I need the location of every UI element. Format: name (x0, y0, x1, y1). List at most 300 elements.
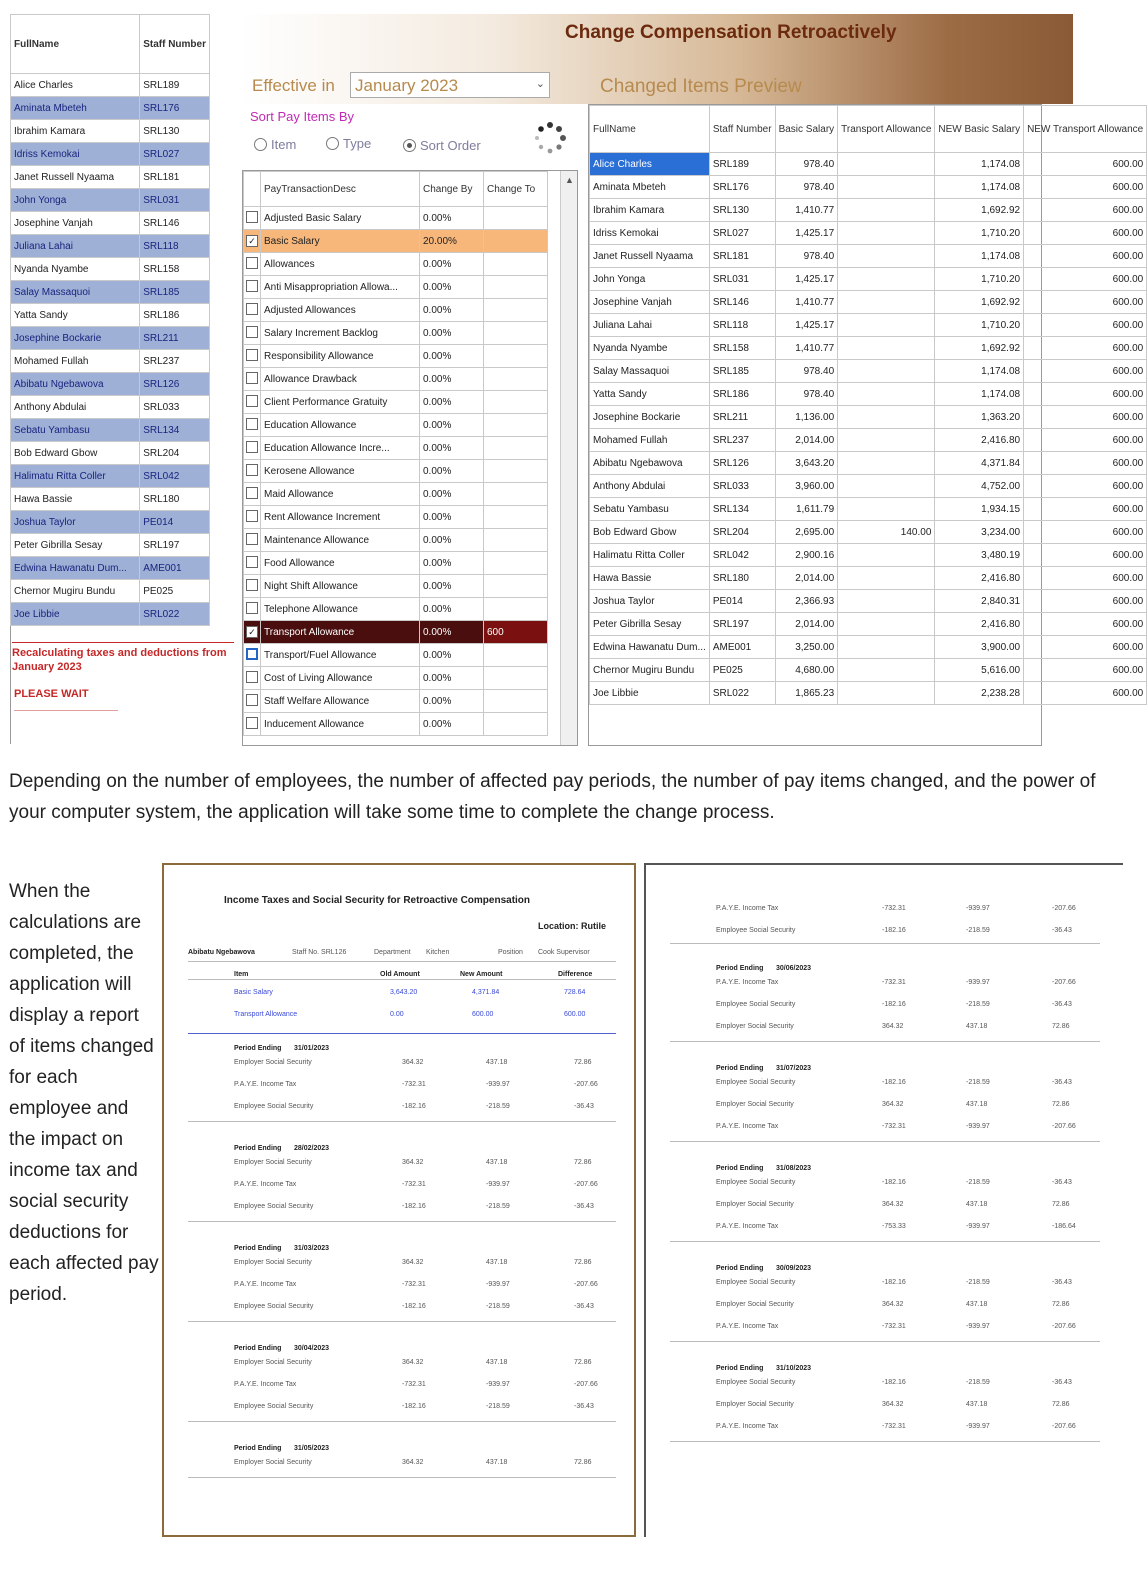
pay-item-row[interactable] (244, 598, 548, 621)
report-page-left (162, 863, 636, 1537)
pay-item-change-to[interactable] (484, 253, 548, 276)
employee-staff-number: SRL186 (140, 304, 210, 327)
checkbox-icon[interactable] (246, 211, 258, 223)
preview-grid[interactable] (588, 104, 1144, 746)
pay-item-change-by[interactable]: 0.00% (420, 437, 484, 460)
pay-item-change-to[interactable] (484, 414, 548, 437)
report-divider (188, 961, 616, 962)
preview-new-transport: 600.00 (1024, 153, 1147, 176)
preview-new-transport: 600.00 (1024, 406, 1147, 429)
pay-item-change-by[interactable]: 0.00% (420, 345, 484, 368)
preview-basic: 2,014.00 (775, 613, 838, 636)
report-item-diff: 600.00 (564, 1011, 586, 1018)
preview-transport (838, 590, 935, 613)
pay-item-change-by[interactable]: 0.00% (420, 253, 484, 276)
preview-staff: PE014 (709, 590, 775, 613)
pay-item-checkbox-cell (244, 345, 261, 368)
pay-item-checkbox-cell (244, 621, 261, 644)
preview-new-basic: 1,174.08 (935, 383, 1024, 406)
preview-new-transport: 600.00 (1024, 590, 1147, 613)
pay-item-desc: Maid Allowance (261, 483, 420, 506)
preview-row[interactable] (590, 176, 1147, 199)
preview-basic: 3,250.00 (775, 636, 838, 659)
pay-item-row[interactable] (244, 414, 548, 437)
pay-item-row[interactable] (244, 460, 548, 483)
preview-transport (838, 452, 935, 475)
pay-item-row[interactable] (244, 483, 548, 506)
employee-row[interactable] (11, 511, 210, 534)
pay-item-checkbox-cell (244, 253, 261, 276)
preview-transport (838, 498, 935, 521)
preview-new-basic: 4,752.00 (935, 475, 1024, 498)
pay-item-change-to[interactable] (484, 276, 548, 299)
pay-item-row[interactable] (244, 667, 548, 690)
pay-item-change-to[interactable] (484, 644, 548, 667)
preview-row[interactable] (590, 544, 1147, 567)
preview-basic: 3,960.00 (775, 475, 838, 498)
report-divider (188, 1321, 616, 1322)
checkbox-icon[interactable] (246, 717, 258, 729)
period-row-diff: -36.43 (574, 1303, 594, 1310)
preview-row[interactable] (590, 153, 1147, 176)
pay-item-change-to[interactable] (484, 207, 548, 230)
pay-item-change-to[interactable] (484, 529, 548, 552)
employee-name: John Yonga (11, 189, 140, 212)
preview-basic: 2,695.00 (775, 521, 838, 544)
employee-row[interactable] (11, 580, 210, 603)
preview-row[interactable] (590, 199, 1147, 222)
period-row-old: 364.32 (882, 1101, 904, 1108)
pay-item-change-by[interactable]: 0.00% (420, 460, 484, 483)
preview-new-basic: 1,710.20 (935, 314, 1024, 337)
pay-item-change-by[interactable]: 0.00% (420, 368, 484, 391)
period-row-diff: -36.43 (1052, 1179, 1072, 1186)
pay-item-change-to[interactable] (484, 713, 548, 736)
col-preview-fullname[interactable]: FullName (590, 106, 710, 153)
period-row-name: Employee Social Security (716, 1279, 796, 1286)
preview-row[interactable] (590, 337, 1147, 360)
preview-name: Josephine Bockarie (590, 406, 710, 429)
period-date: 31/01/2023 (294, 1045, 330, 1052)
pay-item-change-to[interactable] (484, 345, 548, 368)
preview-row[interactable] (590, 590, 1147, 613)
report-divider (188, 1221, 616, 1222)
pay-item-change-to[interactable] (484, 322, 548, 345)
pay-item-change-by[interactable]: 0.00% (420, 207, 484, 230)
preview-row[interactable] (590, 452, 1147, 475)
report-divider (670, 1141, 1100, 1142)
pay-item-change-to[interactable] (484, 230, 548, 253)
employee-staff-number: SRL189 (140, 74, 210, 97)
period-row-name: Employer Social Security (234, 1359, 312, 1366)
employee-name: Alice Charles (11, 74, 140, 97)
period-row-diff: -36.43 (1052, 927, 1072, 934)
pay-item-change-by[interactable]: 20.00% (420, 230, 484, 253)
pay-item-change-by[interactable]: 0.00% (420, 299, 484, 322)
preview-basic: 1,410.77 (775, 291, 838, 314)
pay-item-checkbox-cell (244, 713, 261, 736)
status-progress-line (14, 710, 118, 711)
period-row-old: -753.33 (882, 1223, 906, 1230)
pay-item-change-by[interactable]: 0.00% (420, 598, 484, 621)
report-divider (670, 1041, 1100, 1042)
preview-row[interactable] (590, 429, 1147, 452)
preview-row[interactable] (590, 268, 1147, 291)
sort-radio-sort-order[interactable] (403, 138, 481, 153)
employee-staff-number: SRL022 (140, 603, 210, 626)
checkbox-icon[interactable] (246, 395, 258, 407)
pay-item-change-to[interactable] (484, 506, 548, 529)
employee-row[interactable] (11, 373, 210, 396)
preview-row[interactable] (590, 314, 1147, 337)
pay-item-row[interactable] (244, 621, 548, 644)
checkbox-icon[interactable] (246, 694, 258, 706)
employee-row[interactable] (11, 534, 210, 557)
period-row-old: 364.32 (882, 1201, 904, 1208)
employee-staff-number: SRL211 (140, 327, 210, 350)
pay-item-change-to[interactable]: 600 (484, 621, 548, 644)
employee-row[interactable] (11, 488, 210, 511)
col-staff-number[interactable]: Staff Number (140, 15, 210, 74)
employee-staff-number: PE025 (140, 580, 210, 603)
pay-item-row[interactable] (244, 529, 548, 552)
checkbox-icon[interactable] (246, 349, 258, 361)
preview-transport (838, 613, 935, 636)
checkbox-icon[interactable] (246, 533, 258, 545)
preview-row[interactable] (590, 521, 1147, 544)
pay-item-checkbox-cell (244, 437, 261, 460)
pay-items-table (243, 171, 548, 736)
preview-new-basic: 1,710.20 (935, 222, 1024, 245)
employee-row[interactable] (11, 396, 210, 419)
employee-row[interactable] (11, 327, 210, 350)
col-pay-desc[interactable]: PayTransactionDesc (261, 172, 420, 207)
period-row-old: -732.31 (882, 905, 906, 912)
pay-item-change-by[interactable]: 0.00% (420, 391, 484, 414)
pay-item-row[interactable] (244, 207, 548, 230)
checkbox-icon[interactable] (246, 326, 258, 338)
preview-row[interactable] (590, 682, 1147, 705)
period-row-old: -182.16 (402, 1403, 426, 1410)
period-row-diff: -36.43 (574, 1203, 594, 1210)
preview-staff: SRL134 (709, 498, 775, 521)
employee-row[interactable] (11, 235, 210, 258)
period-row-new: 437.18 (486, 1259, 508, 1266)
pay-item-change-to[interactable] (484, 460, 548, 483)
employee-row[interactable] (11, 74, 210, 97)
employee-row[interactable] (11, 120, 210, 143)
loading-spinner-icon (532, 120, 568, 156)
preview-row[interactable] (590, 360, 1147, 383)
pay-item-change-by[interactable]: 0.00% (420, 552, 484, 575)
employee-row[interactable] (11, 419, 210, 442)
preview-row[interactable] (590, 383, 1147, 406)
col-change-by[interactable]: Change By (420, 172, 484, 207)
col-fullname[interactable]: FullName (11, 15, 140, 74)
preview-new-transport: 600.00 (1024, 567, 1147, 590)
preview-new-basic: 2,416.80 (935, 613, 1024, 636)
preview-row[interactable] (590, 245, 1147, 268)
period-row-old: -732.31 (402, 1281, 426, 1288)
report-employee-name: Abibatu Ngebawova (188, 949, 255, 956)
preview-row[interactable] (590, 659, 1147, 682)
pay-item-checkbox-cell (244, 391, 261, 414)
employee-row[interactable] (11, 97, 210, 120)
pay-item-change-by[interactable]: 0.00% (420, 322, 484, 345)
pay-items-scrollbar[interactable] (560, 171, 577, 745)
preview-basic: 978.40 (775, 176, 838, 199)
pay-item-change-by[interactable]: 0.00% (420, 644, 484, 667)
preview-staff: SRL146 (709, 291, 775, 314)
pay-item-change-to[interactable] (484, 575, 548, 598)
pay-item-change-to[interactable] (484, 299, 548, 322)
checkbox-icon[interactable] (246, 303, 258, 315)
employee-row[interactable] (11, 166, 210, 189)
preview-staff: SRL118 (709, 314, 775, 337)
scroll-up-icon[interactable]: ▲ (565, 175, 574, 185)
pay-item-change-by[interactable]: 0.00% (420, 667, 484, 690)
pay-item-change-by[interactable]: 0.00% (420, 690, 484, 713)
pay-item-row[interactable] (244, 230, 548, 253)
pay-item-checkbox-cell (244, 644, 261, 667)
pay-item-desc: Salary Increment Backlog (261, 322, 420, 345)
pay-item-change-to[interactable] (484, 391, 548, 414)
pay-item-change-to[interactable] (484, 598, 548, 621)
col-preview-transport[interactable]: Transport Allowance (838, 106, 935, 153)
employee-row[interactable] (11, 557, 210, 580)
period-row-new: 437.18 (966, 1101, 988, 1108)
checkbox-icon[interactable] (246, 602, 258, 614)
col-preview-basic[interactable]: Basic Salary (775, 106, 838, 153)
employee-name: Salay Massaquoi (11, 281, 140, 304)
preview-name: Sebatu Yambasu (590, 498, 710, 521)
preview-transport (838, 199, 935, 222)
pay-items-grid[interactable] (242, 170, 578, 746)
checkbox-icon[interactable] (246, 257, 258, 269)
report-item-name: Transport Allowance (234, 1011, 298, 1018)
pay-item-checkbox-cell (244, 575, 261, 598)
checkbox-icon[interactable] (246, 556, 258, 568)
pay-item-row[interactable] (244, 276, 548, 299)
pay-item-change-by[interactable]: 0.00% (420, 575, 484, 598)
checkbox-icon[interactable] (246, 510, 258, 522)
period-row-diff: 72.86 (574, 1159, 592, 1166)
employee-name: Aminata Mbeteh (11, 97, 140, 120)
sort-radio-item[interactable] (254, 137, 296, 152)
employee-staff-number: SRL126 (140, 373, 210, 396)
employee-row[interactable] (11, 212, 210, 235)
pay-item-change-to[interactable] (484, 552, 548, 575)
preview-basic: 2,900.16 (775, 544, 838, 567)
period-row-old: -182.16 (882, 927, 906, 934)
effective-month-select[interactable] (350, 72, 550, 98)
pay-item-desc: Allowances (261, 253, 420, 276)
preview-row[interactable] (590, 475, 1147, 498)
preview-transport (838, 429, 935, 452)
report-location: Location: Rutile (538, 921, 606, 931)
pay-item-change-by[interactable]: 0.00% (420, 414, 484, 437)
employee-row[interactable] (11, 442, 210, 465)
checkbox-checked-icon[interactable]: ✓ (246, 626, 258, 638)
pay-item-row[interactable] (244, 345, 548, 368)
preview-new-transport: 600.00 (1024, 291, 1147, 314)
employee-row[interactable] (11, 465, 210, 488)
checkbox-icon[interactable] (246, 464, 258, 476)
period-row-diff: -207.66 (574, 1381, 598, 1388)
checkbox-icon[interactable] (246, 671, 258, 683)
checkbox-icon[interactable] (246, 418, 258, 430)
period-row-new: -939.97 (966, 1423, 990, 1430)
preview-basic: 978.40 (775, 383, 838, 406)
pay-item-change-to[interactable] (484, 368, 548, 391)
preview-row[interactable] (590, 406, 1147, 429)
checkbox-icon[interactable] (246, 441, 258, 453)
preview-new-transport: 600.00 (1024, 222, 1147, 245)
pay-item-change-by[interactable]: 0.00% (420, 529, 484, 552)
preview-name: Joe Libbie (590, 682, 710, 705)
pay-item-row[interactable] (244, 552, 548, 575)
preview-row[interactable] (590, 567, 1147, 590)
period-row-old: -182.16 (882, 1379, 906, 1386)
preview-staff: SRL185 (709, 360, 775, 383)
preview-row[interactable] (590, 613, 1147, 636)
pay-item-change-to[interactable] (484, 483, 548, 506)
period-row-new: -939.97 (966, 1223, 990, 1230)
preview-transport (838, 360, 935, 383)
pay-item-row[interactable] (244, 437, 548, 460)
period-row-name: Employee Social Security (716, 927, 796, 934)
period-row-name: P.A.Y.E. Income Tax (716, 905, 779, 912)
period-row-new: 437.18 (486, 1359, 508, 1366)
checkbox-icon[interactable] (246, 487, 258, 499)
employee-staff-number: SRL027 (140, 143, 210, 166)
preview-name: Nyanda Nyambe (590, 337, 710, 360)
pay-item-row[interactable] (244, 575, 548, 598)
col-preview-staff[interactable]: Staff Number (709, 106, 775, 153)
pay-item-row[interactable] (244, 690, 548, 713)
col-change-to[interactable]: Change To (484, 172, 548, 207)
preview-row[interactable] (590, 222, 1147, 245)
employee-row[interactable] (11, 304, 210, 327)
preview-transport (838, 268, 935, 291)
preview-basic: 1,425.17 (775, 314, 838, 337)
pay-item-row[interactable] (244, 644, 548, 667)
preview-row[interactable] (590, 636, 1147, 659)
employee-list[interactable] (10, 14, 210, 626)
pay-item-row[interactable] (244, 299, 548, 322)
preview-name: Joshua Taylor (590, 590, 710, 613)
sort-radio-type[interactable] (326, 136, 371, 151)
preview-name: Peter Gibrilla Sesay (590, 613, 710, 636)
employee-name: Sebatu Yambasu (11, 419, 140, 442)
pay-item-row[interactable] (244, 713, 548, 736)
pay-item-row[interactable] (244, 368, 548, 391)
period-row-diff: -36.43 (1052, 1279, 1072, 1286)
employee-row[interactable] (11, 189, 210, 212)
pay-item-change-by[interactable]: 0.00% (420, 713, 484, 736)
period-label: Period Ending (716, 1165, 764, 1172)
report-page-right (644, 863, 1123, 1537)
employee-row[interactable] (11, 258, 210, 281)
period-date: 31/08/2023 (776, 1165, 812, 1172)
preview-new-transport: 600.00 (1024, 360, 1147, 383)
checkbox-icon[interactable] (246, 648, 258, 660)
period-row-diff: -36.43 (1052, 1001, 1072, 1008)
pay-item-change-by[interactable]: 0.00% (420, 483, 484, 506)
doc-paragraph: Depending on the number of employees, the number of affected pay periods, the number of pay items changed, and the power of your computer system, the application will take some time to complete the change process. (9, 771, 1096, 823)
employee-row[interactable] (11, 143, 210, 166)
employee-name: Anthony Abdulai (11, 396, 140, 419)
preview-row[interactable] (590, 498, 1147, 521)
pay-item-desc: Basic Salary (261, 230, 420, 253)
preview-basic: 978.40 (775, 245, 838, 268)
checkbox-icon[interactable] (246, 372, 258, 384)
period-row-diff: -207.66 (1052, 1423, 1076, 1430)
preview-new-transport: 600.00 (1024, 636, 1147, 659)
pay-item-checkbox-cell (244, 552, 261, 575)
pay-item-desc: Cost of Living Allowance (261, 667, 420, 690)
employee-row[interactable] (11, 350, 210, 373)
pay-item-row[interactable] (244, 506, 548, 529)
pay-item-row[interactable] (244, 322, 548, 345)
period-row-name: Employer Social Security (716, 1401, 794, 1408)
checkbox-checked-icon[interactable]: ✓ (246, 235, 258, 247)
preview-transport (838, 383, 935, 406)
pay-item-desc: Adjusted Allowances (261, 299, 420, 322)
chevron-down-icon[interactable]: ⌄ (535, 78, 545, 90)
period-row-old: -182.16 (402, 1203, 426, 1210)
pay-item-change-to[interactable] (484, 437, 548, 460)
period-row-name: Employer Social Security (716, 1201, 794, 1208)
report-staff-no: Staff No. SRL126 (292, 949, 347, 956)
col-preview-new-transport[interactable]: NEW Transport Allowance (1024, 106, 1147, 153)
preview-row[interactable] (590, 291, 1147, 314)
pay-item-desc: Adjusted Basic Salary (261, 207, 420, 230)
preview-name: Janet Russell Nyaama (590, 245, 710, 268)
preview-new-transport: 600.00 (1024, 199, 1147, 222)
period-row-diff: -207.66 (1052, 979, 1076, 986)
status-divider (12, 642, 234, 643)
pay-item-desc: Allowance Drawback (261, 368, 420, 391)
pay-item-row[interactable] (244, 253, 548, 276)
checkbox-icon[interactable] (246, 579, 258, 591)
employee-row[interactable] (11, 603, 210, 626)
period-row-old: 364.32 (882, 1023, 904, 1030)
checkbox-icon[interactable] (246, 280, 258, 292)
employee-staff-number: SRL033 (140, 396, 210, 419)
employee-row[interactable] (11, 281, 210, 304)
pay-item-change-by[interactable]: 0.00% (420, 506, 484, 529)
employee-staff-number: SRL158 (140, 258, 210, 281)
pay-item-change-to[interactable] (484, 690, 548, 713)
preview-new-transport: 600.00 (1024, 176, 1147, 199)
preview-staff: SRL186 (709, 383, 775, 406)
pay-item-row[interactable] (244, 391, 548, 414)
pay-item-change-by[interactable]: 0.00% (420, 276, 484, 299)
pay-item-change-by[interactable]: 0.00% (420, 621, 484, 644)
employee-staff-number: SRL146 (140, 212, 210, 235)
radio-icon (254, 138, 267, 151)
period-row-old: -182.16 (882, 1079, 906, 1086)
col-preview-new-basic[interactable]: NEW Basic Salary (935, 106, 1024, 153)
period-row-diff: -207.66 (574, 1081, 598, 1088)
pay-item-change-to[interactable] (484, 667, 548, 690)
pay-item-checkbox-cell (244, 506, 261, 529)
period-row-diff: 72.86 (1052, 1101, 1070, 1108)
period-row-old: -732.31 (882, 1323, 906, 1330)
preview-name: Mohamed Fullah (590, 429, 710, 452)
period-row-new: -218.59 (966, 1179, 990, 1186)
